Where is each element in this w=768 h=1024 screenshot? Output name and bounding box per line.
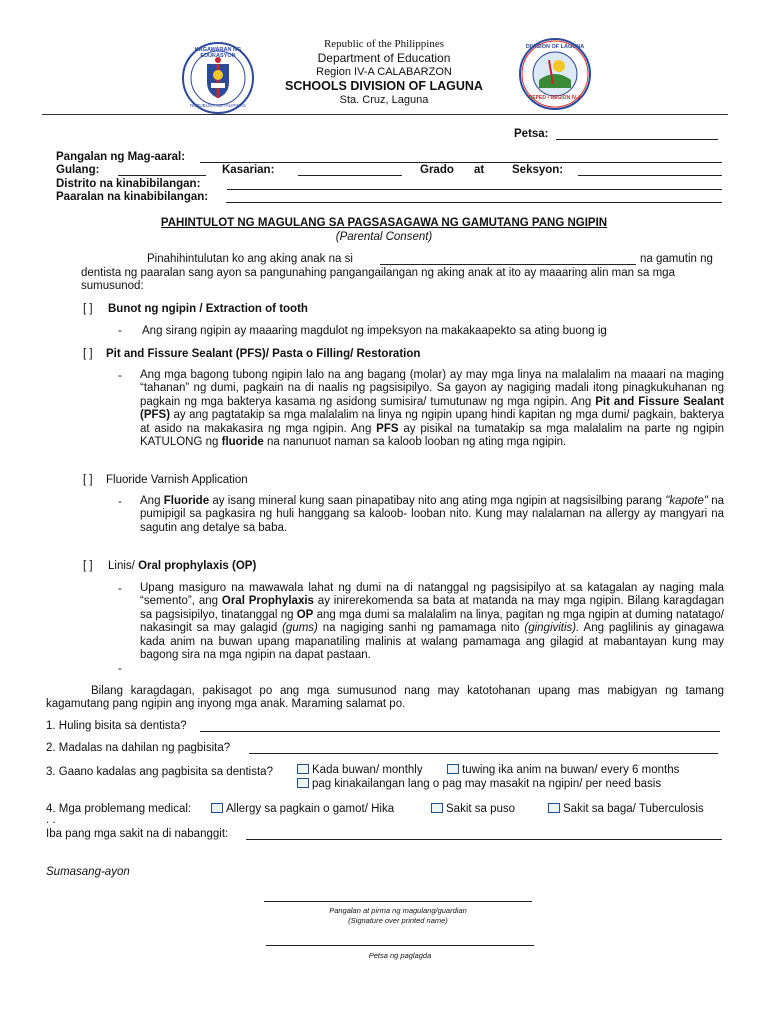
s3-text-c: na pumipigil sa pagkasira ng huli hanggang sa kaloob- looban nito. Kung may nalalaman na allergy ay mangyari na sagutin ang detalye sa baba. <box>140 495 724 534</box>
s3-dash: - <box>118 496 122 508</box>
intro-part1: Pinahihintulutan ko ang aking anak na si <box>147 253 353 265</box>
sex-field[interactable] <box>298 175 402 176</box>
intro-line3: sumusunod: <box>81 280 144 292</box>
sign-date-label: Petsa ng paglagda <box>368 951 432 960</box>
division-seal-bottom: DEPED • REGION IV-A <box>528 95 582 101</box>
s3-italic: "kapote" <box>665 495 708 507</box>
header-location: Sta. Cruz, Laguna <box>339 94 429 106</box>
q4-lung-checkbox[interactable] <box>548 803 560 813</box>
header-divider <box>42 114 728 115</box>
q2-label: 2. Madalas na dahilan ng pagbisita? <box>46 742 231 754</box>
age-field[interactable] <box>118 175 206 176</box>
q4-allergy-checkbox[interactable] <box>211 803 223 813</box>
intro-line2: dentista ng paaralan sang ayon sa pangunahing pangangailangan ng aking anak at ito ay maaaring alin man sa mga <box>81 267 675 279</box>
deped-seal-text: KAGAWARAN NG EDUKASYON <box>194 47 242 59</box>
q3-need-label: pag kinakailangan lang o pag may masakit na ngipin/ per need basis <box>312 778 662 790</box>
s2-bold-b: PFS <box>376 422 399 435</box>
header-region: Region IV-A CALABARZON <box>316 66 452 78</box>
at-label: at <box>474 164 485 176</box>
district-field[interactable] <box>227 189 722 190</box>
s3-text-b: ay isang mineral kung saan pinapatibay nito ang ating mga ngipin at nagsisilbing parang <box>212 495 662 507</box>
s1-text: Ang sirang ngipin ay maaaring magdulot ng impeksyon na makakaapekto sa ating buong ig <box>142 325 607 337</box>
q4-lung-label: Sakit sa baga/ Tuberculosis <box>563 803 704 815</box>
others-field[interactable] <box>246 839 722 840</box>
section-label: Seksyon: <box>512 164 564 176</box>
q3-need-checkbox[interactable] <box>297 778 309 788</box>
s2-text-c: ay pisikal na tumatakip sa mga malalalim na parte ng ngipin KATULONG ng <box>140 422 724 449</box>
s4-bold-a: Oral Prophylaxis <box>221 595 314 608</box>
q4-heart-checkbox[interactable] <box>431 803 443 813</box>
s2-bold-c: fluoride <box>221 436 264 449</box>
signature-field[interactable] <box>264 901 532 902</box>
q3-option-monthly[interactable] <box>297 764 423 776</box>
q4-label: 4. Mga problemang medical: <box>46 803 192 815</box>
s4-text-b: ay inirerekomenda sa bata at matanda na may mga ngipin. Bilang karagdagan sa pagsisipilyo, tinatanggal ng <box>140 595 724 621</box>
s2-dash: - <box>118 370 122 382</box>
sex-label: Kasarian: <box>222 164 275 176</box>
deped-seal-bottom: REPUBLIKA NG PILIPINAS <box>190 103 246 108</box>
s1-title: Bunot ng ngipin / Extraction of tooth <box>108 303 308 315</box>
signature-label: Pangalan at pirma ng magulang/guardian <box>329 906 467 915</box>
s4-italic-b: (gingivitis). <box>524 622 580 635</box>
grade-section-field[interactable] <box>578 175 722 176</box>
q4-option-lung[interactable] <box>548 803 704 815</box>
petsa-field[interactable] <box>556 139 718 140</box>
q1-label: 1. Huling bisita sa dentista? <box>46 720 187 732</box>
s4-bracket[interactable]: [ ] <box>83 560 93 572</box>
q4-dots: . . <box>46 814 56 826</box>
form-subtitle: (Parental Consent) <box>335 231 433 243</box>
q3-6months-label: tuwing ika anim na buwan/ every 6 months <box>462 764 680 776</box>
q3-option-6months[interactable] <box>447 764 679 776</box>
name-label: Pangalan ng Mag-aaral: <box>56 151 186 163</box>
s1-bracket[interactable]: [ ] <box>83 303 93 315</box>
q4-option-heart[interactable] <box>431 803 515 815</box>
agree-label: Sumasang-ayon <box>46 866 130 878</box>
s1-dash: - <box>118 325 122 337</box>
q2-field[interactable] <box>249 753 718 754</box>
q3-monthly-label: Kada buwan/ monthly <box>312 764 423 776</box>
s4-dash-2: - <box>118 663 122 675</box>
s4-bold-b: OP <box>296 608 314 621</box>
s2-bracket[interactable]: [ ] <box>83 348 93 360</box>
header-division: SCHOOLS DIVISION OF LAGUNA <box>285 79 483 93</box>
q3-6months-checkbox[interactable] <box>447 764 459 774</box>
s4-dash: - <box>118 583 122 595</box>
s4-title-bold: Oral prophylaxis (OP) <box>138 560 257 572</box>
s4-text-e: Ang paglilinis ay ginagawa kada anim na buwan upang mapanatiling malinis at walang pamamaga ang gilagid at mabantayan kung may bagong sira na mga ngipin na dapat pastaan. <box>140 622 724 662</box>
s2-title: Pit and Fissure Sealant (PFS)/ Pasta o Filling/ Restoration <box>106 348 421 360</box>
q1-field[interactable] <box>200 731 720 732</box>
form-title <box>0 217 768 229</box>
s4-text <box>140 582 724 662</box>
school-field[interactable] <box>226 202 722 203</box>
s4-text-a: Upang masiguro na mawawala lahat ng dumi na di natanggal ng pagsisipilyo at sa katagalan ay naging mala “semento”, ang <box>140 582 724 608</box>
school-label: Paaralan na kinabibilangan: <box>56 191 209 203</box>
s4-text-c: ang mga dumi sa malalalim na linya, pagitan ng mga ngipin at duming natatago/ nakasingit sa may galagid <box>140 608 724 635</box>
s2-text-d: na nanunuot naman sa kaloob looban ng ating mga ngipin. <box>266 436 567 449</box>
header-republic: Republic of the Philippines <box>323 38 445 50</box>
s3-text <box>140 495 724 535</box>
signature-sublabel: (Signature over printed name) <box>348 916 448 925</box>
s4-title <box>108 560 256 572</box>
s3-bracket[interactable]: [ ] <box>83 474 93 486</box>
child-name-field[interactable] <box>380 264 636 265</box>
s4-text-d: na nagiging sanhi ng pamamaga nito <box>322 622 520 635</box>
q3-monthly-checkbox[interactable] <box>297 764 309 774</box>
s3-bold-a: Fluoride <box>163 495 210 507</box>
q3-option-need[interactable] <box>297 778 661 790</box>
s2-bold-a: Pit and Fissure Sealant (PFS) <box>140 395 724 422</box>
q4-allergy-label: Allergy sa pagkain o gamot/ Hika <box>226 803 395 815</box>
followup-text: Bilang karagdagan, pakisagot po ang mga sumusunod nang may katotohanan upang mas mabigyan ng tamang kagamutang pang ngipin ang inyong mga anak. Maraming salamat po. <box>46 685 724 711</box>
s3-title: Fluoride Varnish Application <box>106 474 248 486</box>
district-label: Distrito na kinabibilangan: <box>56 178 201 190</box>
s2-text-b: ay ang pagtatakip sa mga malalalim na linya ng ngipin upang hindi kapitan ng mga dumi/ pagkain, bakterya at asido na makakasira ng mga ngipin. Ang <box>140 409 724 435</box>
sign-date-field[interactable] <box>266 945 534 946</box>
q4-option-allergy[interactable] <box>211 803 394 815</box>
s4-title-prefix: Linis/ <box>108 560 135 572</box>
age-label: Gulang: <box>56 164 100 176</box>
s2-text <box>140 369 724 449</box>
form-title-text: PAHINTULOT NG MAGULANG SA PAGSASAGAWA NG GAMUTANG PANG NGIPIN <box>160 217 608 229</box>
petsa-label: Petsa: <box>514 128 549 140</box>
header-department: Department of Education <box>317 51 451 65</box>
name-field[interactable] <box>200 162 722 163</box>
grade-label: Grado <box>420 164 454 176</box>
q4-heart-label: Sakit sa puso <box>446 803 516 815</box>
division-seal-text: DIVISION OF LAGUNA <box>525 44 585 50</box>
intro-part2: na gamutin ng <box>640 253 713 265</box>
s2-text-a: Ang mga bagong tubong ngipin lalo na ang bagang (molar) ay may mga linya na malalalim na maaari na maging “tahanan” ng dumi, pagkain na di naalis ng pagsisipilyo. Sa gayon ay nagiging madali itong pinagkukuhanan ng pagkain ng mga bakterya kasama ng asidong sumisira/ tumutunaw ng mga ngipin. Ang <box>140 369 724 408</box>
others-label: Iba pang mga sakit na di nabanggit: <box>46 828 229 840</box>
s4-italic-a: (gums) <box>282 622 318 635</box>
s3-text-a: Ang <box>140 495 161 507</box>
q3-label: 3. Gaano kadalas ang pagbisita sa dentista? <box>46 766 273 778</box>
